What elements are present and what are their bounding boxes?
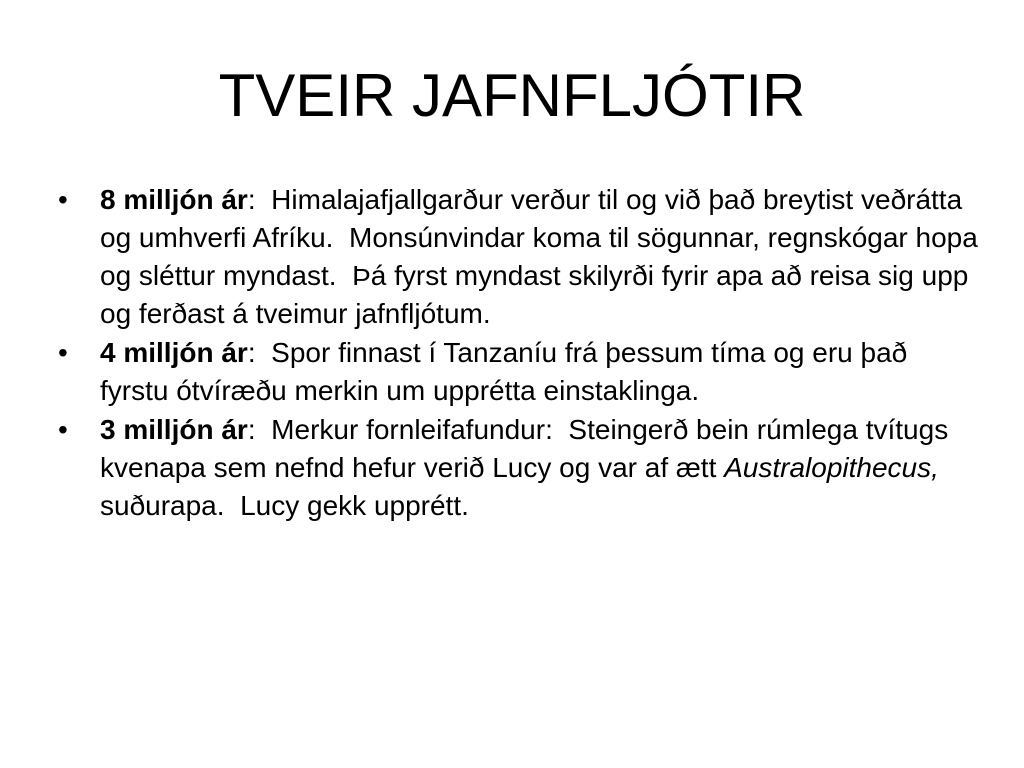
- bullet-separator: :: [247, 337, 272, 368]
- bullet-item-4-million: [58, 334, 978, 410]
- bullet-separator: :: [247, 184, 272, 215]
- bullet-lead: 4 milljón ár: [100, 337, 248, 368]
- bullet-item-3-million: [58, 411, 978, 525]
- bullet-separator: :: [247, 414, 272, 445]
- bullet-item-8-million: [58, 181, 986, 333]
- bullet-dot: •: [58, 337, 68, 368]
- slide-title: TVEIR JAFNFLJÓTIR: [218, 62, 806, 129]
- bullet-dot: •: [58, 414, 68, 445]
- bullet-text: Merkur fornleifafundur: Steingerð bein rúmlega tvítugs kvenapa sem nefnd hefur verið Lucy og var af ætt: [100, 414, 956, 483]
- bullet-text: suðurapa. Lucy gekk upprétt.: [100, 452, 947, 521]
- bullet-text: Himalajafjallgarður verður til og við það breytist veðrátta og umhverfi Afríku. Monsúnvindar koma til sögunnar, regnskógar hopa og sléttur myndast. Þá fyrst myndast skilyrði fyrir apa að reisa sig upp og ferðast á tveimur jafnfljótum.: [100, 184, 986, 329]
- bullet-lead: 8 milljón ár: [100, 184, 248, 215]
- bullet-list: [58, 181, 986, 526]
- bullet-dot: •: [58, 184, 68, 215]
- bullet-text-italic: Australopithecus,: [724, 452, 939, 483]
- bullet-lead: 3 milljón ár: [100, 414, 248, 445]
- bullet-text: Spor finnast í Tanzaníu frá þessum tíma og eru það fyrstu ótvíræðu merkin um upprétta einstaklinga.: [100, 337, 916, 406]
